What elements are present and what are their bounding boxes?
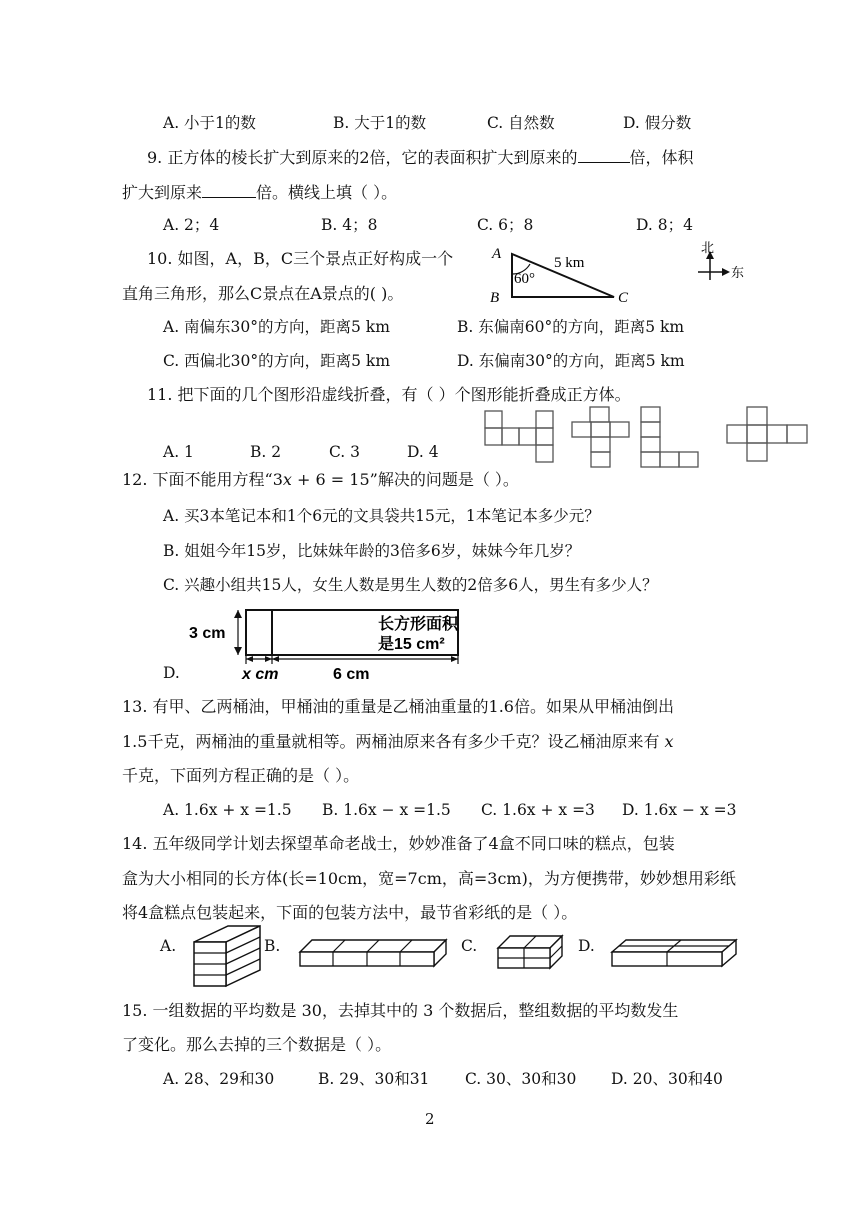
q14-line3: 将4盒糕点包装起来，下面的包装方法中，最节省彩纸的是（ ）。: [122, 903, 578, 922]
q11-option-c: C. 3: [329, 443, 361, 461]
cube-net-1: [484, 410, 556, 466]
q11-option-a: A. 1: [163, 443, 194, 461]
cube-net-3: [640, 406, 712, 468]
q15-option-b: B. 29、30和31: [318, 1070, 430, 1088]
q13-option-d: D. 1.6x − x =3: [622, 801, 737, 819]
q13-line2-variable: x: [664, 732, 674, 751]
triangle-figure: [484, 240, 654, 306]
q13-option-c: C. 1.6x + x =3: [481, 801, 595, 819]
q10-line2: 直角三角形，那么C景点在A景点的( )。: [122, 284, 404, 303]
q9-stem-part4: 倍。横线上填（ ）。: [256, 183, 398, 202]
q9-option-a: A. 2；4: [163, 216, 220, 234]
q8-option-b: B. 大于1的数: [333, 114, 427, 132]
q15-option-c: C. 30、30和30: [465, 1070, 577, 1088]
q12-option-c: C. 兴趣小组共15人，女生人数是男生人数的2倍多6人，男生有多少人？: [163, 576, 658, 594]
area-label-line1: 长方形面积: [378, 616, 459, 633]
q10-option-a: A. 南偏东30°的方向，距离5 km: [163, 318, 390, 336]
q13-option-a: A. 1.6x + x =1.5: [163, 801, 292, 819]
label-c: C: [618, 290, 629, 306]
east-label: 东: [731, 266, 745, 281]
q8-option-d: D. 假分数: [623, 114, 692, 132]
q9-option-b: B. 4；8: [321, 216, 378, 234]
q13-option-b: B. 1.6x − x =1.5: [322, 801, 451, 819]
compass-icon: [688, 240, 758, 284]
distance-label: 5 km: [554, 255, 585, 271]
height-label: 3 cm: [189, 625, 226, 642]
q10-option-b: B. 东偏南60°的方向，距离5 km: [457, 318, 685, 336]
q10-option-d: D. 东偏南30°的方向，距离5 km: [457, 352, 685, 370]
q15-option-a: A. 28、29和30: [163, 1070, 275, 1088]
q13-line1: 13. 有甲、乙两桶油，甲桶油的重量是乙桶油重量的1.6倍。如果从甲桶油倒出: [122, 697, 674, 716]
angle-label: 60°: [514, 271, 535, 287]
north-label: 北: [701, 241, 715, 256]
q13-line3: 千克，下面列方程正确的是（ ）。: [122, 766, 360, 785]
q9-stem-part2: 倍，体积: [629, 148, 694, 167]
q9-option-d: D. 8；4: [636, 216, 693, 234]
q14-line2: 盒为大小相同的长方体(长=10cm，宽=7cm，高=3cm)，为方便携带，妙妙想用彩纸: [122, 869, 736, 888]
package-option-a: [188, 924, 268, 988]
q12-option-d: D.: [163, 664, 180, 682]
q12-stem-part1: 12. 下面不能用方程“3: [122, 470, 283, 489]
x-width-label: x cm: [242, 666, 279, 683]
package-option-c: [496, 934, 566, 970]
cube-net-4: [726, 406, 810, 468]
q12-option-a: A. 买3本笔记本和1个6元的文具袋共15元，1本笔记本多少元？: [163, 507, 600, 525]
label-b: B: [490, 290, 500, 306]
q14-label-d: D.: [578, 937, 595, 955]
q9-stem-part1: 9. 正方体的棱长扩大到原来的2倍，它的表面积扩大到原来的: [147, 148, 578, 167]
q12-stem-variable: x: [282, 470, 292, 489]
area-label-line2: 是15 cm²: [378, 636, 445, 653]
q12-stem: [122, 469, 519, 491]
q14-label-b: B.: [264, 937, 281, 955]
q15-line2: 了变化。那么去掉的三个数据是（ ）。: [122, 1035, 392, 1054]
q11-option-d: D. 4: [407, 443, 439, 461]
q10-option-c: C. 西偏北30°的方向，距离5 km: [163, 352, 391, 370]
q15-line1: 15. 一组数据的平均数是 30，去掉其中的 3 个数据后，整组数据的平均数发生: [122, 1001, 679, 1020]
q14-line1: 14. 五年级同学计划去探望革命老战士，妙妙准备了4盒不同口味的糕点，包装: [122, 834, 675, 853]
q9-line2: [122, 181, 397, 204]
cube-net-2: [571, 406, 633, 468]
page-number: 2: [425, 1110, 435, 1128]
q13-line2: [122, 731, 674, 753]
q9-blank2: [202, 181, 256, 198]
q12-option-b: B. 姐姐今年15岁，比妹妹年龄的3倍多6岁，妹妹今年几岁？: [163, 542, 581, 560]
q13-line2-text: 1.5千克，两桶油的重量就相等。两桶油原来各有多少千克？设乙桶油原来有: [122, 732, 660, 751]
q12-stem-part2: + 6 = 15”解决的问题是（ ）。: [291, 470, 519, 489]
q15-option-d: D. 20、30和40: [611, 1070, 723, 1088]
q9-line1: [147, 146, 694, 169]
q11-option-b: B. 2: [250, 443, 282, 461]
package-option-b: [298, 936, 448, 970]
q9-option-c: C. 6；8: [477, 216, 534, 234]
q9-stem-part3: 扩大到原来: [122, 183, 203, 202]
q8-option-c: C. 自然数: [487, 114, 555, 132]
rectangle-area-figure: [188, 604, 488, 686]
package-option-d: [610, 938, 740, 970]
q8-option-a: A. 小于1的数: [163, 114, 256, 132]
width-label: 6 cm: [333, 666, 370, 683]
q14-label-a: A.: [160, 937, 177, 955]
q14-label-c: C.: [461, 937, 478, 955]
q9-blank1: [578, 146, 630, 163]
q11-stem: 11. 把下面的几个图形沿虚线折叠，有（ ）个图形能折叠成正方体。: [147, 385, 631, 404]
label-a: A: [492, 246, 502, 262]
q10-line1: 10. 如图，A，B，C三个景点正好构成一个: [147, 249, 454, 268]
